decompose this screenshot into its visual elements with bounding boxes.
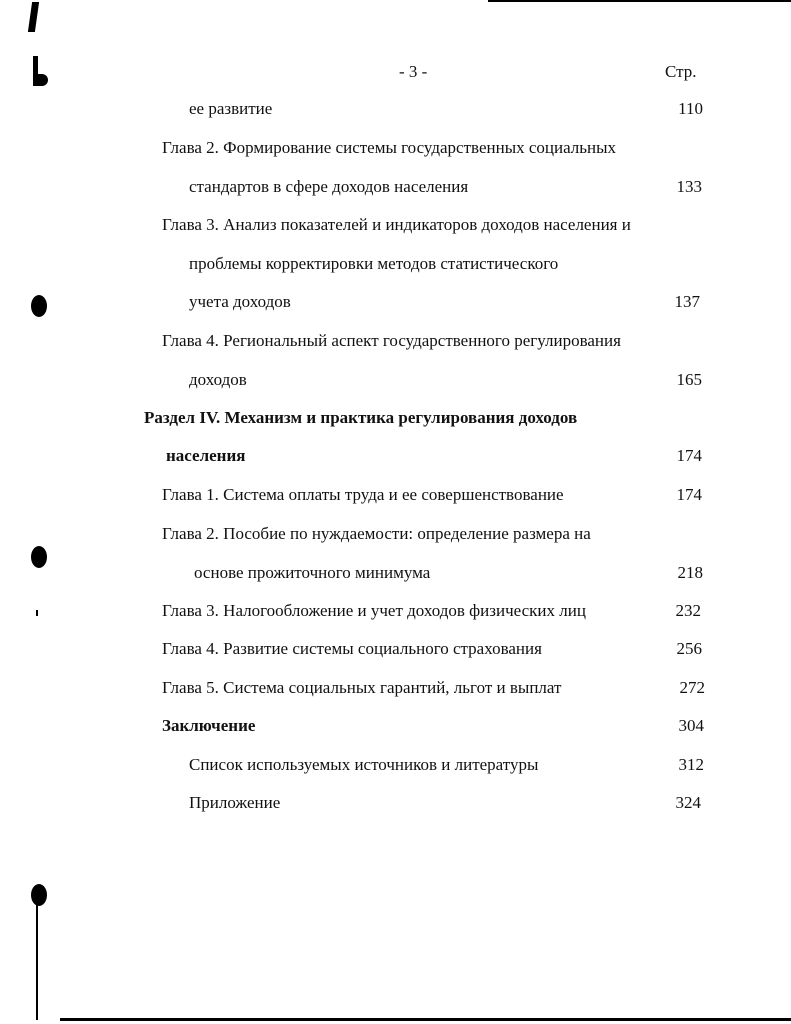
toc-line-page: 256	[676, 639, 702, 658]
toc-line-text: доходов	[189, 370, 247, 389]
toc-line-text: Глава 4. Развитие системы социального страхования	[162, 639, 542, 658]
conclusion-heading: Заключение	[162, 716, 256, 735]
toc-line-text: Список используемых источников и литературы	[189, 755, 539, 774]
toc-line-text: Глава 3. Налогообложение и учет доходов физических лиц	[162, 601, 586, 620]
toc-line-page: 218	[677, 563, 703, 582]
page-column-label: Стр.	[665, 62, 697, 81]
toc-line-page: 110	[678, 99, 703, 118]
toc-line-page: 272	[679, 678, 705, 697]
page-number: - 3 -	[399, 62, 428, 81]
bottom-edge-line	[60, 1018, 791, 1021]
punch-hole-1	[31, 295, 47, 317]
toc-line-page: 324	[675, 793, 701, 812]
toc-line-page: 165	[676, 370, 702, 389]
toc-line-page: 133	[676, 177, 702, 196]
scan-mark-hook-foot	[33, 74, 48, 86]
section-heading-cont: населения	[166, 446, 246, 465]
punch-hole-2	[31, 546, 47, 568]
toc-line-text: Приложение	[189, 793, 281, 812]
scan-mark-top-left	[28, 2, 39, 32]
toc-line-page: 232	[675, 601, 701, 620]
toc-line-page: 174	[676, 446, 702, 465]
toc-line-text: стандартов в сфере доходов населения	[189, 177, 469, 196]
toc-line-text: учета доходов	[189, 292, 291, 311]
top-edge-line	[488, 0, 791, 2]
toc-line-text: Глава 3. Анализ показателей и индикаторов доходов населения и	[162, 215, 631, 234]
toc-line-text: Глава 4. Региональный аспект государственного регулирования	[162, 331, 621, 350]
punch-hole-3	[31, 884, 47, 906]
toc-line-text: Глава 2. Формирование системы государственных социальных	[162, 138, 617, 157]
toc-line-page: 312	[678, 755, 704, 774]
toc-line-text: Глава 1. Система оплаты труда и ее совершенствование	[162, 485, 564, 504]
margin-line-lower	[36, 900, 38, 1020]
toc-line-page: 304	[678, 716, 704, 735]
toc-line-text: Глава 5. Система социальных гарантий, льгот и выплат	[162, 678, 562, 697]
toc-line-page: 137	[674, 292, 700, 311]
section-heading: Раздел IV. Механизм и практика регулирования доходов	[144, 408, 578, 427]
toc-line-text: Глава 2. Пособие по нуждаемости: определение размера на	[162, 524, 591, 543]
toc-line-text: проблемы корректировки методов статистического	[189, 254, 559, 273]
toc-line-text: основе прожиточного минимума	[194, 563, 431, 582]
toc-line-text: ее развитие	[189, 99, 273, 118]
margin-tick	[36, 610, 38, 616]
toc-line-page: 174	[676, 485, 702, 504]
